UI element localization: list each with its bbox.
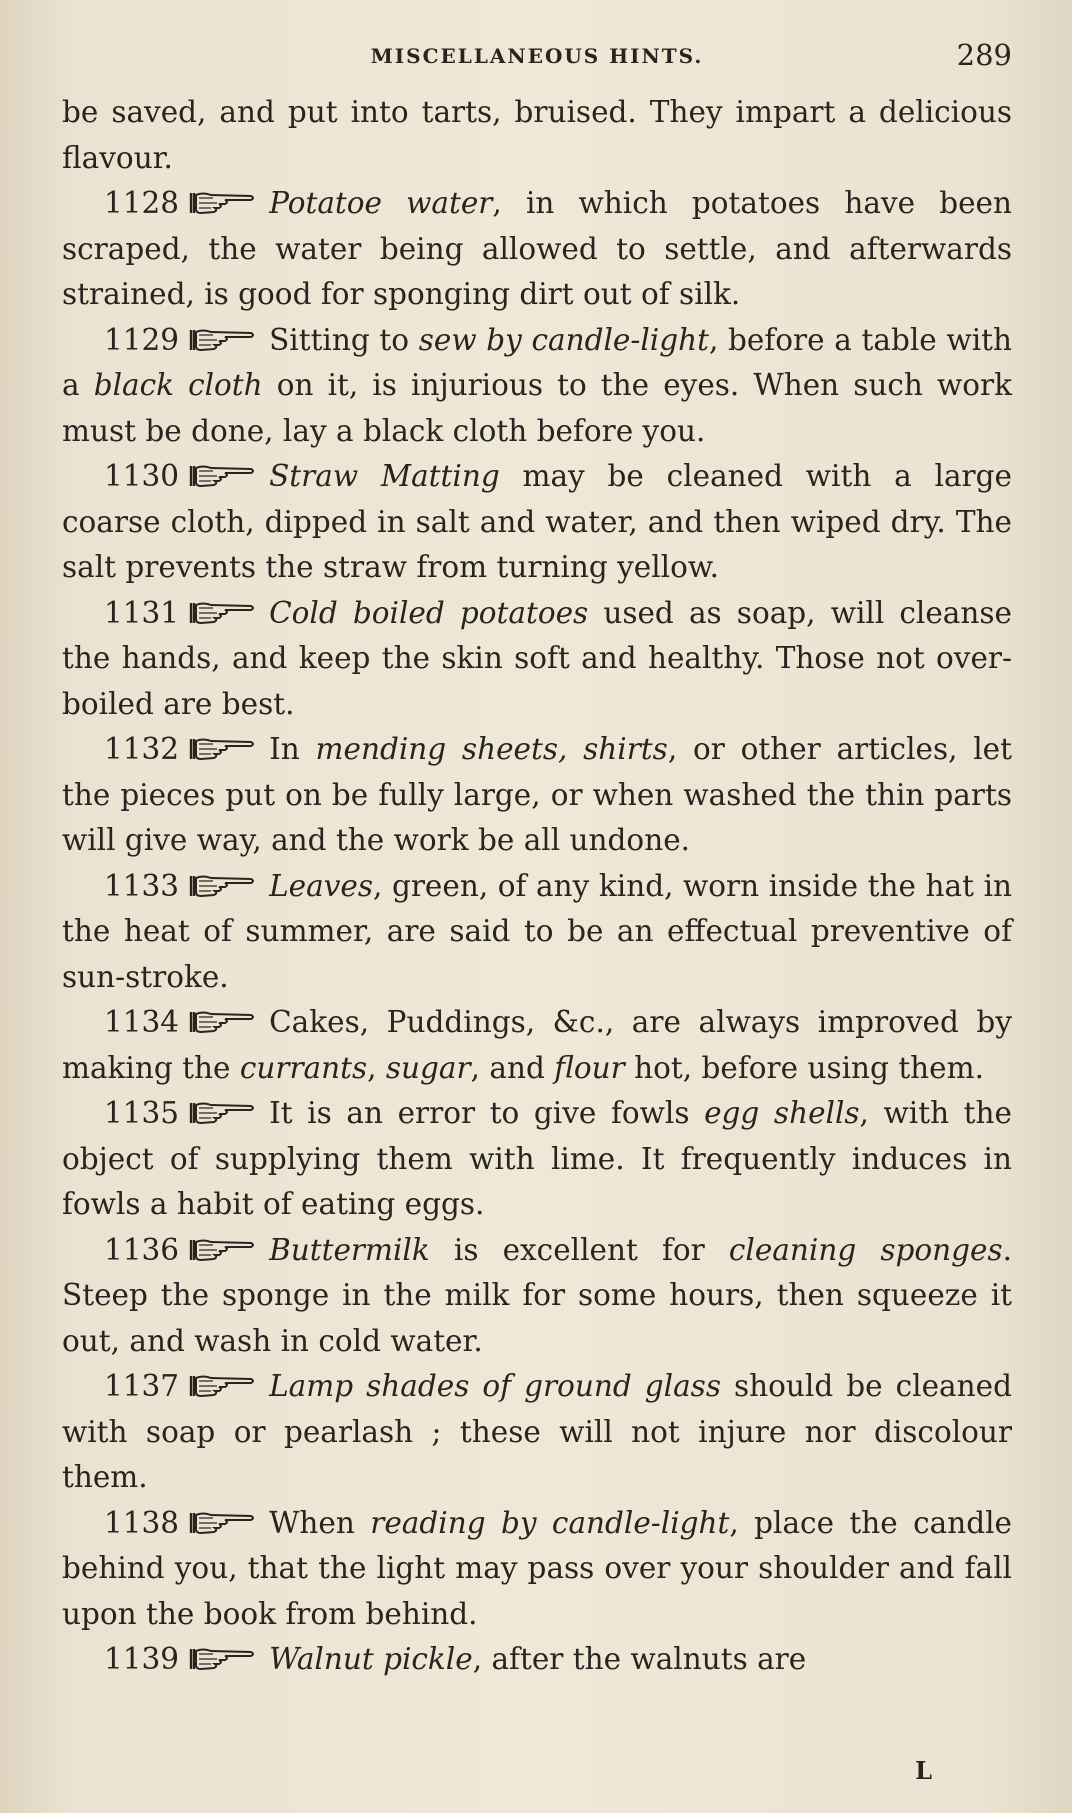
pointing-hand-icon [189, 872, 255, 900]
entry-emphasis: mending sheets, shirts [315, 732, 668, 766]
entry-emphasis: sugar [385, 1050, 471, 1085]
signature-mark: L [915, 1756, 932, 1785]
pointing-hand-icon [189, 326, 255, 354]
entry-1133 [62, 864, 1012, 1001]
entry-1130 [62, 454, 1012, 591]
entry-number: 1131 [104, 595, 180, 630]
entry-text: used as soap, will cleanse the hands, and keep the skin soft and healthy. Those not over-boiled are best. [62, 595, 1012, 721]
entry-emphasis: Straw Matting [269, 459, 500, 493]
entry-emphasis: Potatoe water [269, 186, 493, 220]
entry-text: hot, before using them. [624, 1050, 984, 1085]
entry-emphasis: Cold boiled potatoes [269, 595, 589, 630]
entry-text: may be cleaned with a large coarse cloth, dipped in salt and water, and then wiped dry. The salt prevents the straw from turning yellow. [62, 459, 1012, 584]
page-number: 289 [956, 38, 1012, 72]
entry-text: In [269, 732, 316, 766]
entry-emphasis: black cloth [93, 368, 263, 402]
entry-emphasis: Lamp shades of ground glass [269, 1369, 721, 1403]
entry-emphasis: flour [554, 1050, 625, 1085]
entry-1134 [62, 1000, 1012, 1091]
pointing-hand-icon [189, 1509, 255, 1537]
pointing-hand-icon [189, 735, 255, 763]
entry-text: . Steep the sponge in the milk for some hours, then squeeze it out, and wash in cold water. [62, 1232, 1012, 1358]
entry-number: 1136 [104, 1232, 180, 1267]
entry-text: , after the walnuts are [472, 1642, 807, 1676]
entry-1129 [62, 318, 1012, 455]
pointing-hand-icon [189, 1372, 255, 1400]
entry-emphasis: Walnut pickle [269, 1642, 473, 1676]
pointing-hand-icon [189, 1099, 255, 1127]
entry-emphasis: Leaves [269, 868, 373, 903]
entry-1139 [62, 1637, 1012, 1683]
entry-1132 [62, 727, 1012, 864]
body-text [62, 90, 1012, 1683]
entry-number: 1138 [104, 1505, 180, 1540]
page-header [62, 38, 1012, 78]
entry-text: , or other articles, let the pieces put on be fully large, or when washed the thin parts will give way, and the work be all undone. [62, 732, 1012, 857]
entry-number: 1134 [104, 1005, 180, 1039]
running-title: MISCELLANEOUS HINTS. [370, 44, 704, 68]
entry-text: on it, is injurious to the eyes. When such work must be done, lay a black cloth before you. [62, 368, 1012, 448]
entry-emphasis: reading by candle-light [370, 1505, 730, 1540]
entry-1131 [62, 591, 1012, 728]
continuation-paragraph: be saved, and put into tarts, bruised. They impart a delicious flavour. [62, 95, 1012, 175]
entry-emphasis: currants [239, 1050, 368, 1085]
entry-emphasis: Buttermilk [269, 1232, 430, 1267]
pointing-hand-icon [189, 1236, 255, 1264]
entry-text: , before a table with a [62, 322, 1012, 402]
pointing-hand-icon [189, 599, 255, 627]
entry-number: 1132 [104, 732, 180, 766]
entry-text: should be cleaned with soap or pearlash ; these will not injure nor discolour them. [62, 1369, 1012, 1494]
entry-text: It is an error to give fowls [269, 1096, 705, 1130]
entry-1137 [62, 1364, 1012, 1501]
entries-list [62, 181, 1012, 1683]
entry-number: 1137 [104, 1369, 180, 1403]
entry-1135 [62, 1091, 1012, 1228]
entry-emphasis: sew by candle-light [418, 322, 709, 357]
entry-text: , with the object of supplying them with lime. It frequently induces in fowls a habit of eating eggs. [62, 1096, 1012, 1221]
entry-text: , place the candle behind you, that the light may pass over your shoulder and fall upon the book from behind. [62, 1505, 1013, 1631]
entry-number: 1139 [104, 1642, 180, 1676]
entry-emphasis: egg shells [704, 1096, 860, 1130]
entry-number: 1135 [104, 1096, 180, 1130]
pointing-hand-icon [189, 1645, 255, 1673]
entry-number: 1130 [104, 459, 180, 493]
entry-1128 [62, 181, 1012, 318]
entry-text: is excellent for [429, 1232, 729, 1267]
entry-1138 [62, 1501, 1012, 1638]
entry-1136 [62, 1228, 1012, 1365]
entry-emphasis: cleaning sponges [728, 1232, 1003, 1267]
pointing-hand-icon [189, 1008, 255, 1036]
entry-text: , [367, 1050, 386, 1085]
entry-text: , and [470, 1050, 555, 1085]
entry-number: 1129 [104, 322, 180, 357]
entry-text: Cakes, Puddings, &c., are always improved by making the [62, 1005, 1012, 1085]
entry-text: , green, of any kind, worn inside the hat in the heat of summer, are said to be an effectual preventive of sun-stroke. [62, 868, 1012, 994]
entry-text: Sitting to [269, 322, 419, 357]
entry-number: 1128 [104, 186, 180, 220]
entry-text: When [269, 1505, 371, 1540]
pointing-hand-icon [189, 189, 255, 217]
entry-number: 1133 [104, 868, 180, 903]
pointing-hand-icon [189, 462, 255, 490]
entry-text: , in which potatoes have been scraped, the water being allowed to settle, and afterwards strained, is good for sponging dirt out of silk. [62, 186, 1013, 311]
